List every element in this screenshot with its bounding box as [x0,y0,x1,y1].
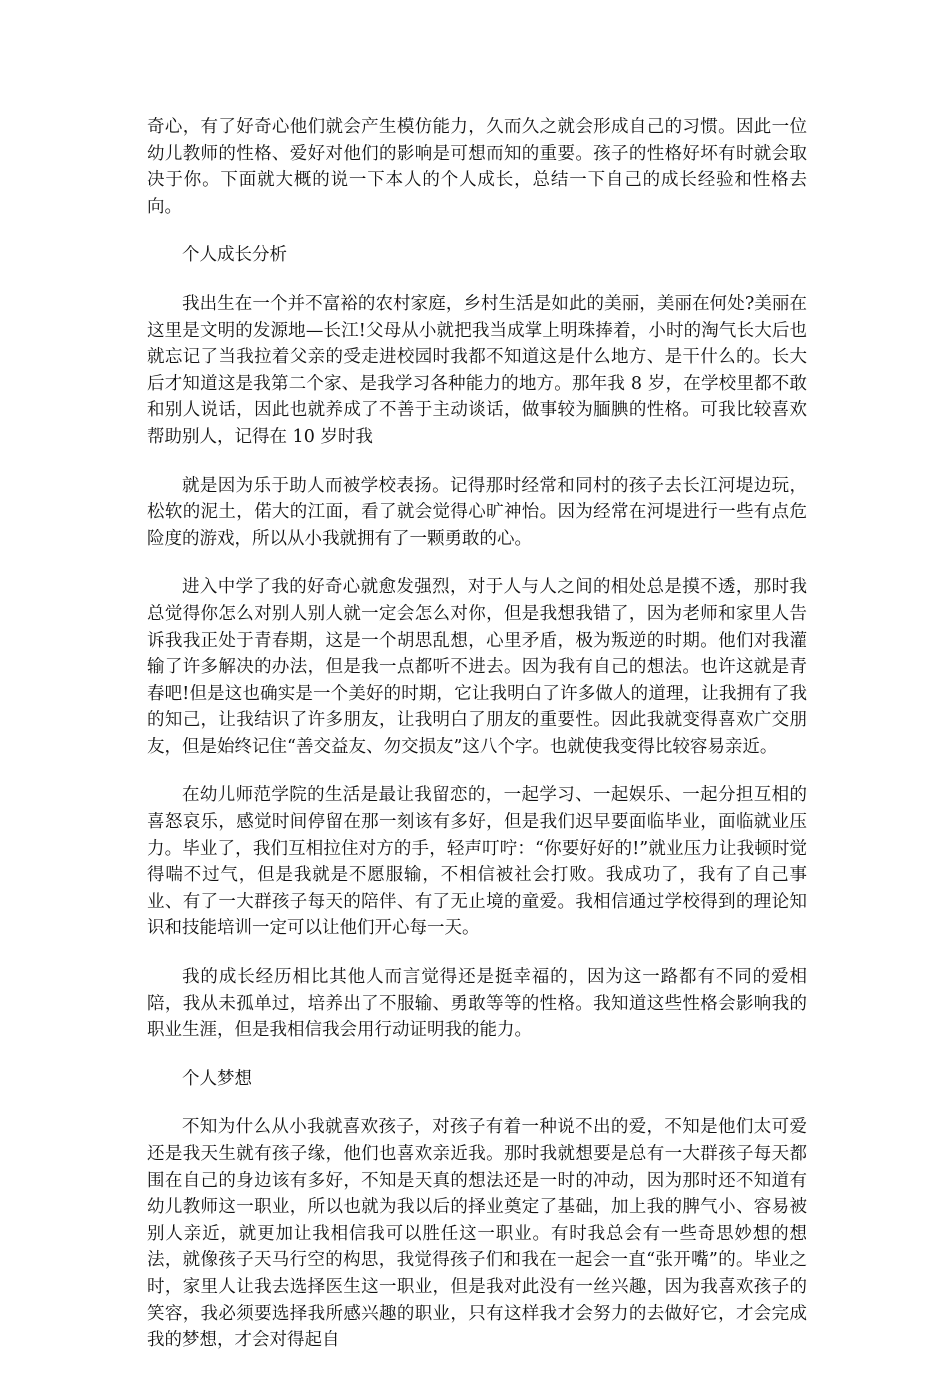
paragraph-growth-summary: 我的成长经历相比其他人而言觉得还是挺幸福的，因为这一路都有不同的爱相陪，我从未孤单过，培养出了不服输、勇敢等等的性格。我知道这些性格会影响我的职业生涯，但是我相信我会用行动证明我的能力。 [147,967,807,1041]
paragraph-intro-continued: 奇心，有了好奇心他们就会产生模仿能力，久而久之就会形成自己的习惯。因此一位幼儿教师的性格、爱好对他们的影响是可想而知的重要。孩子的性格好坏有时就会取决于你。下面就大概的说一下本人的个人成长，总结一下自己的成长经验和性格去向。 [147,117,807,217]
section-heading-growth-analysis: 个人成长分析 [182,245,287,266]
paragraph-childhood: 我出生在一个并不富裕的农村家庭，乡村生活是如此的美丽，美丽在何处?美丽在这里是文明的发源地—长江!父母从小就把我当成掌上明珠捧着，小时的淘气长大后也就忘记了当我拉着父亲的受走进校园时我都不知道这是什么地方、是干什么的。长大后才知道这是我第二个家、是我学习各种能力的地方。那年我 8 岁，在学校里都不敢和别人说话，因此也就养成了不善于主动谈话，做事较为腼腆的性格。可我比较喜欢帮助别人，记得在 10 岁时我 [147,293,807,447]
paragraph-dream: 不知为什么从小我就喜欢孩子，对孩子有着一种说不出的爱，不知是他们太可爱还是我天生就有孩子缘，他们也喜欢亲近我。那时我就想要是总有一大群孩子每天都围在自己的身边该有多好，不知是天真的想法还是一时的冲动，因为那时还不知道有幼儿教师这一职业，所以也就为我以后的择业奠定了基础，加上我的脾气小、容易被别人亲近，就更加让我相信我可以胜任这一职业。有时我总会有一些奇思妙想的想法，就像孩子天马行空的构思，我觉得孩子们和我在一起会一直“张开嘴”的。毕业之时，家里人让我去选择医生这一职业，但是我对此没有一丝兴趣，因为我喜欢孩子的笑容，我必须要选择我所感兴趣的职业，只有这样我才会努力的去做好它，才会完成我的梦想，才会对得起自 [147,1117,807,1351]
section-heading-personal-dream: 个人梦想 [182,1068,252,1089]
paragraph-middle-school: 进入中学了我的好奇心就愈发强烈，对于人与人之间的相处总是摸不透，那时我总觉得你怎么对别人别人就一定会怎么对你，但是我想我错了，因为老师和家里人告诉我我正处于青春期，这是一个胡思乱想，心里矛盾，极为叛逆的时期。他们对我灌输了许多解决的办法，但是我一点都听不进去。因为我有自己的想法。也许这就是青春吧!但是这也确实是一个美好的时期，它让我明白了许多做人的道理，让我拥有了我的知己，让我结识了许多朋友，让我明白了朋友的重要性。因此我就变得喜欢广交朋友，但是始终记住“善交益友、勿交损友”这八个字。也就使我变得比较容易亲近。 [147,577,807,757]
paragraph-teacher-college: 在幼儿师范学院的生活是最让我留恋的，一起学习、一起娱乐、一起分担互相的喜怒哀乐，感觉时间停留在那一刻该有多好，但是我们迟早要面临毕业，面临就业压力。毕业了，我们互相拉住对方的手，轻声叮咛：“你要好好的!”就业压力让我顿时觉得喘不过气，但是我就是不愿服输，不相信被社会打败。我成功了，我有了自己事业、有了一大群孩子每天的陪伴、有了无止境的童爱。我相信通过学校得到的理论知识和技能培训一定可以让他们开心每一天。 [147,785,807,939]
document-page [147,114,807,1376]
paragraph-river-play: 就是因为乐于助人而被学校表扬。记得那时经常和同村的孩子去长江河堤边玩，松软的泥土，偌大的江面，看了就会觉得心旷神怡。因为经常在河堤进行一些有点危险度的游戏，所以从小我就拥有了一颗勇敢的心。 [147,475,807,549]
